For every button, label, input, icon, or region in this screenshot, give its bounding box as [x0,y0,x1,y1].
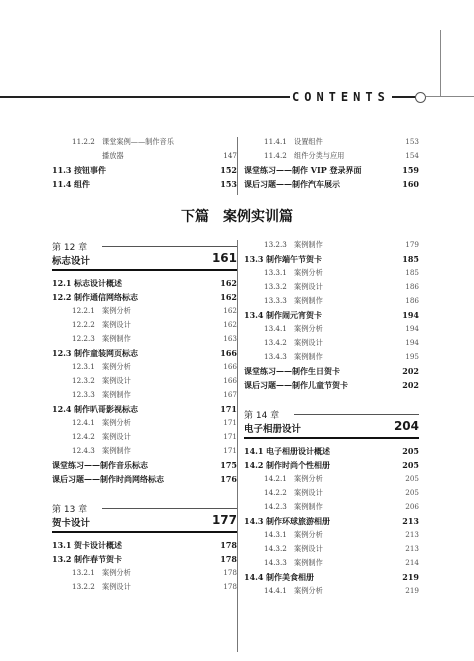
entry-title: 案例设计 [102,320,131,329]
chapter-rule [102,508,237,509]
toc-entry [244,502,419,516]
entry-page: 166 [223,362,237,371]
part-heading [0,206,474,226]
entry-page: 219 [402,572,419,582]
toc-entry [244,310,419,324]
toc-entry [244,544,419,558]
entry-page: 166 [223,376,237,385]
entry-number: 13.4.3 [264,352,287,361]
entry-title: 制作童装网页标志 [74,348,138,358]
toc-entry [52,432,237,446]
entry-number: 14.3.3 [264,558,287,567]
toc-entry [244,352,419,366]
entry-title: 课堂练习——制作音乐标志 [52,460,148,470]
entry-page: 205 [405,474,419,483]
chapter-label: 第 13 章 [52,505,88,515]
toc-entry [244,282,419,296]
entry-title: 制作叭哥影视标志 [74,404,138,414]
entry-page: 147 [223,151,237,160]
entry-title: 课堂练习——制作 VIP 登录界面 [244,165,362,175]
entry-title: 案例分析 [102,306,131,315]
toc-entry [244,380,419,394]
entry-title: 制作端午节贺卡 [266,254,322,264]
toc-entry [52,418,237,432]
toc-entry [244,338,419,352]
chapter-underline [52,269,237,271]
entry-number: 12.2.1 [72,306,95,315]
toc-entry [52,540,237,554]
part-name: 案例实训篇 [223,209,293,225]
entry-number: 12.1 [52,278,72,288]
toc-entry [244,530,419,544]
entry-page: 195 [405,352,419,361]
entry-title: 课后习题——制作儿童节贺卡 [244,380,348,390]
entry-page: 219 [405,586,419,595]
entry-number: 11.3 [52,165,72,175]
chapter-rule [294,414,419,415]
header-circle-ornament [415,92,426,103]
toc-entry [52,568,237,582]
contents-heading: CONTENTS [292,90,390,104]
chapter-14-header [244,408,419,442]
entry-title: 课堂练习——制作生日贺卡 [244,366,340,376]
chapter-12-header [52,240,237,274]
entry-number: 12.2 [52,292,72,302]
toc-entry [52,474,237,488]
header-decoration-line [440,30,441,96]
toc-entry [244,254,419,268]
entry-title: 案例制作 [294,502,323,511]
entry-number: 12.4.1 [72,418,95,427]
entry-title: 案例制作 [102,390,131,399]
toc-entry [244,268,419,282]
toc-entry [244,488,419,502]
left-column [52,240,237,596]
entry-number: 13.4.1 [264,324,287,333]
entry-page: 178 [220,540,237,550]
header-rule-tail [426,96,474,97]
entry-title: 案例分析 [294,324,323,333]
entry-page: 162 [220,278,237,288]
entry-number: 14.1 [244,446,264,456]
entry-title: 案例设计 [294,338,323,347]
toc-entry [244,572,419,586]
entry-number: 14.2 [244,460,264,470]
entry-page: 202 [402,380,419,390]
chapter-page: 204 [393,419,419,433]
entry-page: 153 [405,137,419,146]
toc-entry [244,516,419,530]
entry-title: 制作美食相册 [266,572,314,582]
entry-title: 按钮事件 [74,165,106,175]
chapter-title: 贺卡设计 [52,518,91,529]
entry-number: 13.4 [244,310,264,320]
entry-number: 11.4.2 [264,151,287,160]
toc-entry [52,165,237,179]
toc-entry [244,558,419,572]
entry-page: 153 [220,179,237,189]
chapter-13-entries-left [52,540,237,596]
entry-page: 171 [223,432,237,441]
entry-number: 14.3 [244,516,264,526]
part-label: 下篇 [181,209,209,225]
entry-title: 课后习题——制作时尚网络标志 [52,474,164,484]
toc-entry [244,460,419,474]
entry-title: 案例分析 [294,586,323,595]
toc-entry [52,306,237,320]
entry-number: 12.3 [52,348,72,358]
entry-page: 185 [402,254,419,264]
entry-number: 14.4.1 [264,586,287,595]
toc-entry [52,334,237,348]
entry-page: 154 [405,151,419,160]
entry-page: 162 [223,320,237,329]
entry-title: 课后习题——制作汽车展示 [244,179,340,189]
entry-page: 152 [220,165,237,175]
entry-page: 194 [405,338,419,347]
chapter-title: 标志设计 [52,256,91,267]
chapter-label: 第 14 章 [244,411,280,421]
entry-title: 标志设计概述 [74,278,122,288]
entry-title: 制作通信网络标志 [74,292,138,302]
entry-number: 14.2.2 [264,488,287,497]
entry-number: 12.2.3 [72,334,95,343]
entry-title: 贺卡设计概述 [74,540,122,550]
entry-number: 13.4.2 [264,338,287,347]
entry-page: 202 [402,366,419,376]
entry-number: 12.3.1 [72,362,95,371]
entry-page: 166 [220,348,237,358]
entry-title: 案例分析 [294,530,323,539]
toc-entry [244,296,419,310]
entry-number: 12.3.2 [72,376,95,385]
chapter-underline [52,531,237,533]
entry-page: 159 [402,165,419,175]
toc-entry [52,278,237,292]
entry-number: 12.2.2 [72,320,95,329]
entry-number: 13.3.1 [264,268,287,277]
toc-entry [52,376,237,390]
entry-number: 12.4.2 [72,432,95,441]
toc-entry [52,582,237,596]
entry-title: 案例制作 [294,352,323,361]
toc-entry [52,404,237,418]
toc-entry [244,151,419,165]
entry-number: 13.3.3 [264,296,287,305]
entry-page: 194 [402,310,419,320]
toc-entry [244,586,419,600]
chapter-13-header [52,502,237,536]
toc-entry [244,165,419,179]
entry-title: 案例分析 [102,362,131,371]
entry-title: 课堂案例——制作音乐 [102,137,174,146]
chapter-title: 电子相册设计 [244,424,302,435]
entry-title: 案例分析 [102,568,131,577]
toc-entry [52,348,237,362]
entry-page: 171 [220,404,237,414]
entry-title: 案例设计 [102,376,131,385]
top-left-toc [52,137,237,193]
entry-page: 163 [223,334,237,343]
entry-page: 171 [223,446,237,455]
entry-title: 播放器 [102,151,124,160]
chapter-page: 177 [211,513,237,527]
entry-page: 178 [220,554,237,564]
entry-page: 162 [220,292,237,302]
entry-number: 11.4.1 [264,137,287,146]
toc-entry [52,554,237,568]
entry-title: 组件分类与应用 [294,151,345,160]
entry-page: 167 [223,390,237,399]
toc-entry [244,324,419,338]
toc-entry [52,320,237,334]
entry-page: 205 [402,446,419,456]
entry-number: 13.2.3 [264,240,287,249]
entry-page: 194 [405,324,419,333]
chapter-14-entries [244,446,419,600]
top-right-toc [244,137,419,193]
entry-number: 14.4 [244,572,264,582]
column-divider-top [237,137,238,195]
entry-title: 案例分析 [294,268,323,277]
entry-number: 11.4 [52,179,72,189]
entry-page: 171 [223,418,237,427]
toc-entry [52,137,237,151]
entry-title: 制作闹元宵贺卡 [266,310,322,320]
entry-page: 179 [405,240,419,249]
entry-title: 案例设计 [294,488,323,497]
entry-number: 14.3.1 [264,530,287,539]
entry-title: 案例制作 [294,296,323,305]
entry-page: 213 [405,530,419,539]
entry-title: 案例分析 [294,474,323,483]
entry-number: 14.2.1 [264,474,287,483]
entry-page: 185 [405,268,419,277]
entry-page: 213 [402,516,419,526]
chapter-underline [244,437,419,439]
entry-title: 案例制作 [102,446,131,455]
toc-entry [52,292,237,306]
entry-title: 案例制作 [294,240,323,249]
chapter-rule [102,246,237,247]
entry-page: 178 [223,568,237,577]
entry-page: 175 [220,460,237,470]
toc-entry [52,446,237,460]
entry-number: 13.2.1 [72,568,95,577]
entry-number: 14.2.3 [264,502,287,511]
entry-title: 案例制作 [102,334,131,343]
entry-title: 案例设计 [102,432,131,441]
entry-number: 11.2.2 [72,137,95,146]
entry-page: 162 [223,306,237,315]
toc-entry [52,362,237,376]
entry-page: 176 [220,474,237,484]
chapter-label: 第 12 章 [52,243,88,253]
entry-page: 178 [223,582,237,591]
entry-number: 13.2.2 [72,582,95,591]
toc-entry [244,474,419,488]
toc-entry [52,390,237,404]
entry-number: 12.4 [52,404,72,414]
entry-number: 12.3.3 [72,390,95,399]
chapter-13-entries-right [244,240,419,394]
entry-number: 13.3.2 [264,282,287,291]
entry-page: 214 [405,558,419,567]
toc-entry [244,240,419,254]
entry-title: 案例分析 [102,418,131,427]
toc-entry [244,366,419,380]
entry-page: 205 [405,488,419,497]
toc-entry [244,137,419,151]
entry-title: 制作时尚个性相册 [266,460,330,470]
right-column [244,240,419,600]
entry-page: 186 [405,282,419,291]
entry-page: 186 [405,296,419,305]
entry-title: 制作环球旅游相册 [266,516,330,526]
entry-page: 213 [405,544,419,553]
entry-title: 设置组件 [294,137,323,146]
toc-entry [52,151,237,165]
entry-title: 案例设计 [294,282,323,291]
toc-entry [244,446,419,460]
chapter-12-entries [52,278,237,488]
entry-number: 14.3.2 [264,544,287,553]
entry-title: 案例设计 [294,544,323,553]
entry-number: 13.2 [52,554,72,564]
entry-number: 13.1 [52,540,72,550]
entry-page: 205 [402,460,419,470]
entry-page: 160 [402,179,419,189]
chapter-page: 161 [211,251,237,265]
entry-title: 案例制作 [294,558,323,567]
column-divider-main [237,240,238,652]
entry-title: 电子相册设计概述 [266,446,330,456]
entry-number: 12.4.3 [72,446,95,455]
entry-number: 13.3 [244,254,264,264]
entry-page: 206 [405,502,419,511]
toc-entry [52,179,237,193]
entry-title: 组件 [74,179,90,189]
entry-title: 制作春节贺卡 [74,554,122,564]
toc-entry [244,179,419,193]
entry-title: 案例设计 [102,582,131,591]
toc-entry [52,460,237,474]
